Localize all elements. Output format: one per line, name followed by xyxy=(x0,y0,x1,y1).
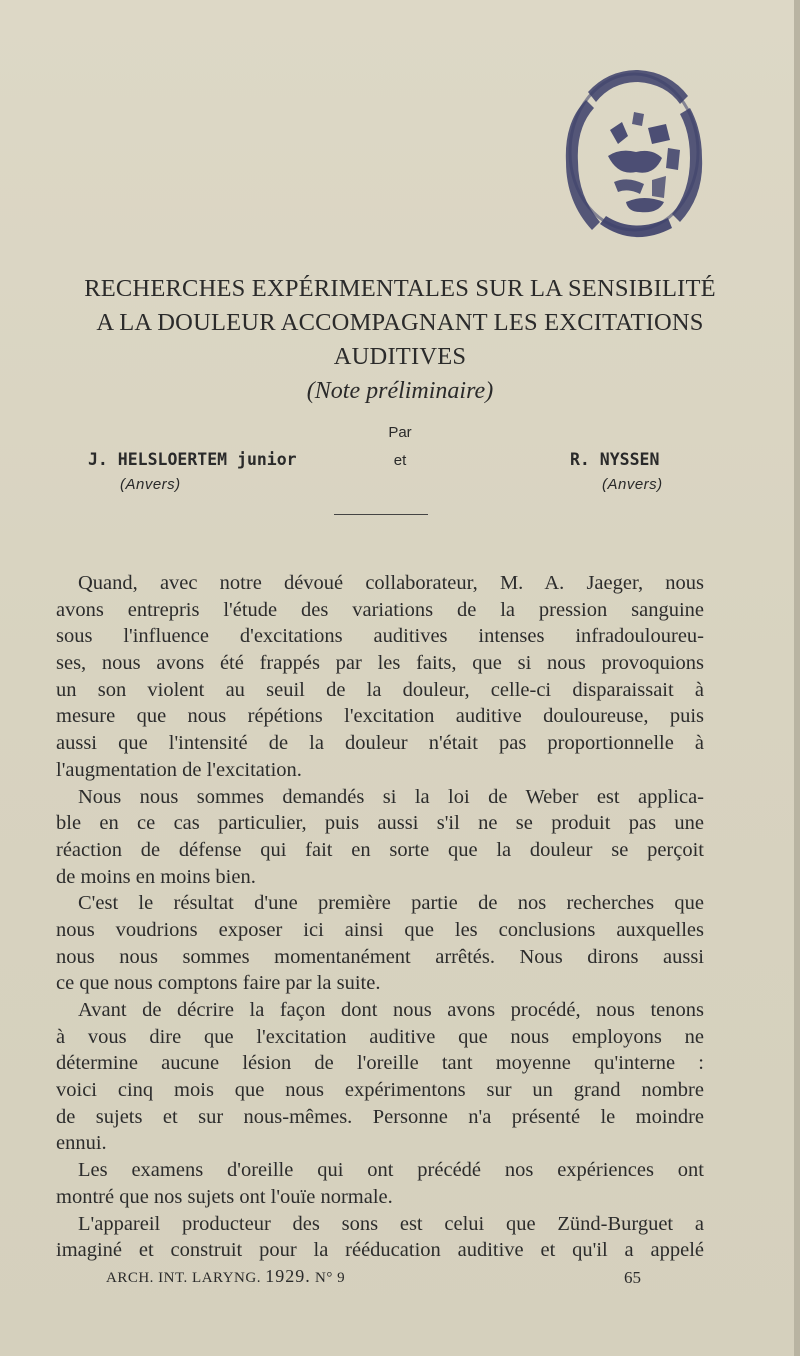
separator-rule xyxy=(334,514,428,515)
body-line: nous nous sommes momentanément arrêtés. Nous dirons aussi xyxy=(56,945,704,968)
body-line: L'appareil producteur des sons est celui que Zünd-Burguet a xyxy=(78,1212,704,1235)
body-line: un son violent au seuil de la douleur, celle-ci disparaissait à xyxy=(56,678,704,701)
body-line: ce que nous comptons faire par la suite. xyxy=(56,972,381,995)
body-line: mesure que nous répétions l'excitation auditive douloureuse, puis xyxy=(56,705,704,728)
journal-year: 1929. xyxy=(265,1266,311,1286)
body-line: Nous nous sommes demandés si la loi de Weber est applica- xyxy=(78,785,704,808)
body-line: sous l'influence d'excitations auditives intenses infradouloureu- xyxy=(56,625,704,648)
author-2-affiliation: (Anvers) xyxy=(602,476,663,493)
journal-name: ARCH. INT. LARYNG. xyxy=(106,1270,261,1286)
title-line-3: AUDITIVES xyxy=(333,343,467,370)
page-edge-shadow xyxy=(794,0,800,1356)
note-subtitle: (Note préliminaire) xyxy=(306,378,494,404)
title-line-2: A LA DOULEUR ACCOMPAGNANT LES EXCITATIONS xyxy=(96,309,704,336)
byline-et: et xyxy=(393,452,407,469)
library-stamp xyxy=(548,52,718,244)
body-line: ble en ce cas particulier, puis aussi s'il ne se produit pas une xyxy=(56,812,704,835)
body-line: ses, nous avons été frappés par les faits, que si nous provoquions xyxy=(56,652,704,675)
body-line: de sujets et sur nous-mêmes. Personne n'a présenté le moindre xyxy=(56,1105,704,1128)
byline-par: Par xyxy=(388,424,412,441)
body-line: réaction de défense qui fait en sorte que la douleur se perçoit xyxy=(56,838,704,861)
body-line: voici cinq mois que nous expérimentons sur un grand nombre xyxy=(56,1079,704,1102)
author-2: R. NYSSEN xyxy=(570,450,660,469)
title-line-1: RECHERCHES EXPÉRIMENTALES SUR LA SENSIBILITÉ xyxy=(84,275,716,302)
author-1: J. HELSLOERTEM junior xyxy=(88,450,297,469)
author-1-affiliation: (Anvers) xyxy=(120,476,181,493)
body-line: Avant de décrire la façon dont nous avons procédé, nous tenons xyxy=(78,999,704,1021)
body-line: Les examens d'oreille qui ont précédé nos expériences ont xyxy=(78,1159,704,1182)
journal-footer xyxy=(106,1266,345,1287)
body-line: avons entrepris l'étude des variations de la pression sanguine xyxy=(56,598,704,621)
body-line: aussi que l'intensité de la douleur n'était pas proportionnelle à xyxy=(56,732,704,755)
journal-number: N° 9 xyxy=(314,1270,346,1286)
body-line: de moins en moins bien. xyxy=(56,865,256,888)
body-line: ennui. xyxy=(56,1132,107,1155)
body-line: montré que nos sujets ont l'ouïe normale. xyxy=(56,1185,393,1208)
article-body xyxy=(56,570,704,1264)
body-line: nous voudrions exposer ici ainsi que les conclusions auxquelles xyxy=(56,918,704,941)
body-line: à vous dire que l'excitation auditive que nous employons ne xyxy=(56,1025,704,1048)
body-line: imaginé et construit pour la rééducation auditive et qu'il a appelé xyxy=(56,1239,704,1262)
body-line: détermine aucune lésion de l'oreille tant moyenne qu'interne : xyxy=(56,1052,704,1075)
page-number: 65 xyxy=(624,1268,641,1287)
body-line: C'est le résultat d'une première partie de nos recherches que xyxy=(78,892,704,915)
body-line: Quand, avec notre dévoué collaborateur, M. A. Jaeger, nous xyxy=(78,572,704,594)
body-line: l'augmentation de l'excitation. xyxy=(56,758,302,781)
article-title xyxy=(40,272,760,374)
